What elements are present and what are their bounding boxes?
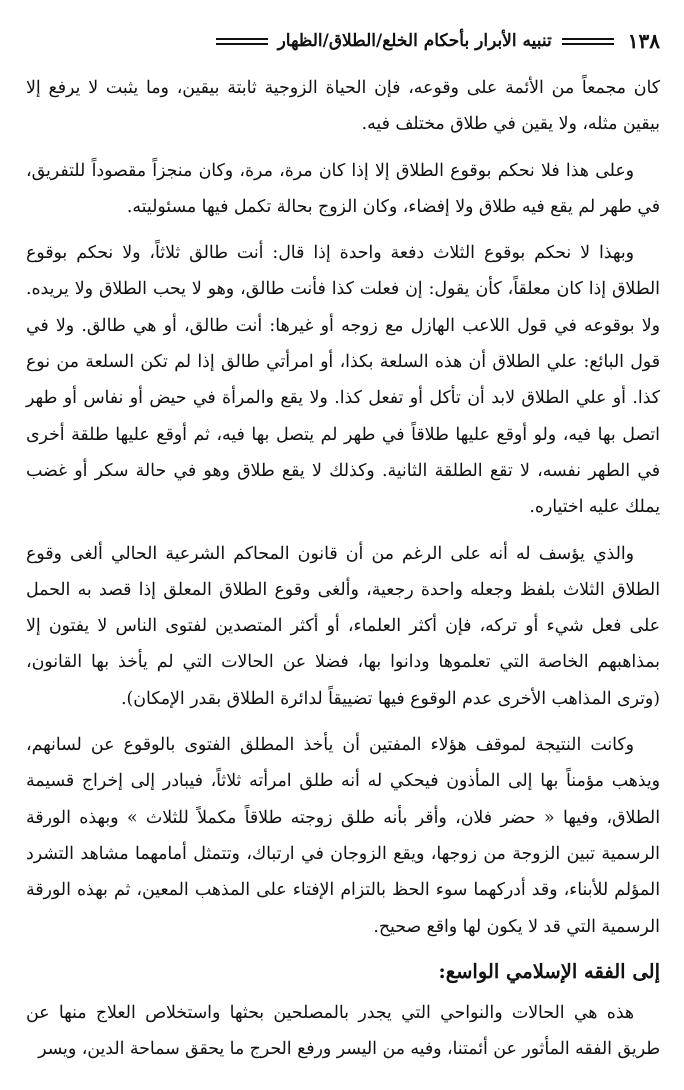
paragraph: وكانت النتيجة لموقف هؤلاء المفتين أن يأخذ المطلق الفتوى بالوقوع عن لسانهم، ويذهب مؤمناً بها إلى المأذون فيحكي له أنه طلق امرأته ثلاثاً، فيبادر إلى إخراج قسيمة الطلاق، وفيها « حضر فلان، وأقر بأنه طلق زوجته طلاقاً مكملاً للثلاث » وبهذه الورقة الرسمية تبين الزوجة من زوجها، ويقع الزوجان في ارتباك، وتتمثل أمامهما مشاهد التشرد المؤلم للأبناء، وقد أدركهما سوء الحظ بالتزام الإفتاء على المذهب المعين، ثم بهذه الورقة الرسمية التي قد لا يكون لها واقع صحيح. — [26, 735, 660, 937]
page-number: ١٣٨ — [627, 29, 660, 53]
paragraph: والذي يؤسف له أنه على الرغم من أن قانون المحاكم الشرعية الحالي ألغى وقوع الطلاق الثلاث بلفظ وجعله واحدة رجعية، وألغى وقوع الطلاق المعلق إذا قصد به الحمل على فعل شيء أو تركه، فإن أكثر العلماء، أو أكثر المتصدين لفتوى الناس لا يفتون إلا بمذاهبهم الخاصة التي تعلموها ودانوا بها، فضلا عن الحالات التي لم يأخذ بها القانون، (وترى المذاهب الأخرى عدم الوقوع فيها تضييقاً لدائرة الطلاق بقدر الإمكان). — [26, 543, 660, 709]
paragraph-continuation: كان مجمعاً من الأئمة على وقوعه، فإن الحياة الزوجية ثابتة بيقين، وما يثبت لا يرفع إلا بيقين مثله، ولا يقين في طلاق مختلف فيه. — [26, 78, 660, 135]
page-header — [26, 24, 660, 58]
page-body — [26, 70, 660, 1067]
section-paragraph: هذه هي الحالات والنواحي التي يجدر بالمصلحين بحثها واستخلاص العلاج منها عن طريق الفقه المأثور عن أئمتنا، وفيه من اليسر ورفع الحرج ما يحقق سماحة الدين، ويسر — [26, 1002, 660, 1060]
header-rule-right — [562, 38, 614, 45]
running-title: تنبيه الأبرار بأحكام الخلع/الطلاق/الظهار — [277, 31, 552, 51]
paragraph: وعلى هذا فلا نحكم بوقوع الطلاق إلا إذا كان مرة، مرة، وكان منجزاً مقصوداً للتفريق، في طهر لم يقع فيه طلاق ولا إفضاء، وكان الزوج بحالة تكمل فيها مسئوليته. — [26, 160, 660, 217]
book-page — [26, 24, 660, 1074]
header-rule-left — [216, 38, 268, 45]
section-heading: إلى الفقه الإسلامي الواسع: — [438, 959, 660, 983]
paragraph: وبهذا لا نحكم بوقوع الثلاث دفعة واحدة إذا قال: أنت طالق ثلاثاً، ولا نحكم بوقوع الطلاق إذا كان معلقاً، كأن يقول: إن فعلت كذا فأنت طالق، وهو لا يحب الطلاق ولا يريده. ولا بوقوعه في قول اللاعب الهازل مع زوجه أو غيرها: أنت طالق، أو هي طالق. ولا في قول البائع: علي الطلاق أن هذه السلعة بكذا، أو امرأتي طالق إذا لم تكن السلعة من نوع كذا. أو علي الطلاق لابد أن تأكل أو تفعل كذا. ولا يقع والمرأة في حيض أو نفاس أو طهر اتصل بها فيه، ولو أوقع عليها طلاقاً في طهر لم يتصل بها فيه، ثم أوقع عليها طلقة أخرى في الطهر نفسه، لا تقع الطلقة الثانية. وكذلك لا يقع طلاق وهو في حالة سكر أو غضب يملك عليه اختياره. — [26, 243, 660, 518]
